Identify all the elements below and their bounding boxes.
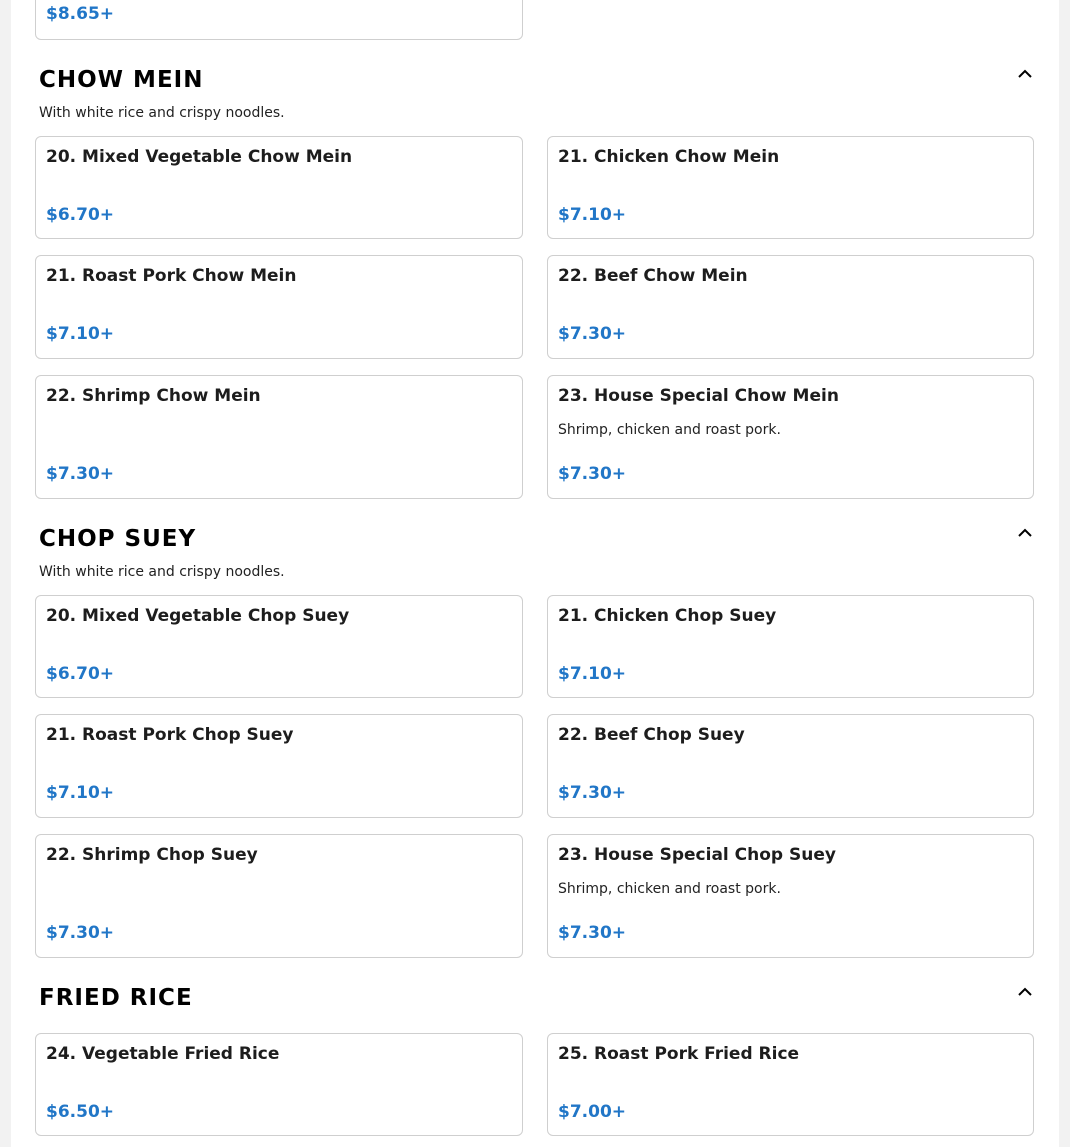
item-price: $7.30+ bbox=[558, 783, 627, 803]
item-price: $6.50+ bbox=[46, 1102, 115, 1122]
item-price: $7.30+ bbox=[558, 324, 627, 344]
item-name: 23. House Special Chop Suey bbox=[558, 845, 836, 865]
item-price: $6.70+ bbox=[46, 205, 115, 225]
item-name: 22. Shrimp Chop Suey bbox=[46, 845, 258, 865]
item-description: Shrimp, chicken and roast pork. bbox=[558, 422, 781, 438]
menu-item-card[interactable] bbox=[547, 136, 1034, 239]
item-name: 21. Chicken Chow Mein bbox=[558, 147, 780, 167]
menu-item-card[interactable] bbox=[547, 595, 1034, 698]
item-name: 25. Roast Pork Fried Rice bbox=[558, 1044, 800, 1064]
menu-item-card[interactable] bbox=[35, 0, 523, 40]
chevron-up-icon[interactable] bbox=[1015, 64, 1035, 84]
menu-item-card[interactable] bbox=[35, 136, 523, 239]
menu-item-card[interactable] bbox=[35, 595, 523, 698]
menu-item-card[interactable] bbox=[35, 375, 523, 499]
menu-item-card[interactable] bbox=[35, 714, 523, 818]
menu-item-card[interactable] bbox=[547, 1033, 1034, 1136]
item-price: $7.30+ bbox=[46, 923, 115, 943]
item-price: $7.10+ bbox=[558, 205, 627, 225]
item-name: 24. Vegetable Fried Rice bbox=[46, 1044, 280, 1064]
section-subtitle-chow-mein: With white rice and crispy noodles. bbox=[39, 105, 285, 121]
menu-item-card[interactable] bbox=[35, 255, 523, 359]
item-price: $7.10+ bbox=[46, 783, 115, 803]
item-name: 21. Roast Pork Chop Suey bbox=[46, 725, 294, 745]
item-price: $7.30+ bbox=[558, 464, 627, 484]
menu-item-card[interactable] bbox=[35, 1033, 523, 1136]
item-description: Shrimp, chicken and roast pork. bbox=[558, 881, 781, 897]
chevron-up-icon[interactable] bbox=[1015, 523, 1035, 543]
section-title-fried-rice: FRIED RICE bbox=[39, 985, 193, 1011]
menu-item-card[interactable] bbox=[35, 834, 523, 958]
item-name: 21. Roast Pork Chow Mein bbox=[46, 266, 297, 286]
item-name: 22. Beef Chop Suey bbox=[558, 725, 745, 745]
section-subtitle-chop-suey: With white rice and crispy noodles. bbox=[39, 564, 285, 580]
section-title-chow-mein: CHOW MEIN bbox=[39, 67, 204, 93]
menu-item-card[interactable] bbox=[547, 714, 1034, 818]
item-name: 23. House Special Chow Mein bbox=[558, 386, 839, 406]
menu-item-card[interactable] bbox=[547, 834, 1034, 958]
item-name: 20. Mixed Vegetable Chow Mein bbox=[46, 147, 353, 167]
item-price: $8.65+ bbox=[46, 4, 115, 24]
item-price: $7.30+ bbox=[558, 923, 627, 943]
item-price: $7.30+ bbox=[46, 464, 115, 484]
item-price: $7.10+ bbox=[558, 664, 627, 684]
menu-item-card[interactable] bbox=[547, 255, 1034, 359]
item-name: 22. Shrimp Chow Mein bbox=[46, 386, 261, 406]
item-name: 20. Mixed Vegetable Chop Suey bbox=[46, 606, 350, 626]
menu-item-card[interactable] bbox=[547, 375, 1034, 499]
item-price: $7.10+ bbox=[46, 324, 115, 344]
item-name: 21. Chicken Chop Suey bbox=[558, 606, 777, 626]
item-name: 22. Beef Chow Mein bbox=[558, 266, 748, 286]
chevron-up-icon[interactable] bbox=[1015, 982, 1035, 1002]
item-price: $7.00+ bbox=[558, 1102, 627, 1122]
item-price: $6.70+ bbox=[46, 664, 115, 684]
section-title-chop-suey: CHOP SUEY bbox=[39, 526, 197, 552]
menu-page bbox=[11, 0, 1059, 1147]
